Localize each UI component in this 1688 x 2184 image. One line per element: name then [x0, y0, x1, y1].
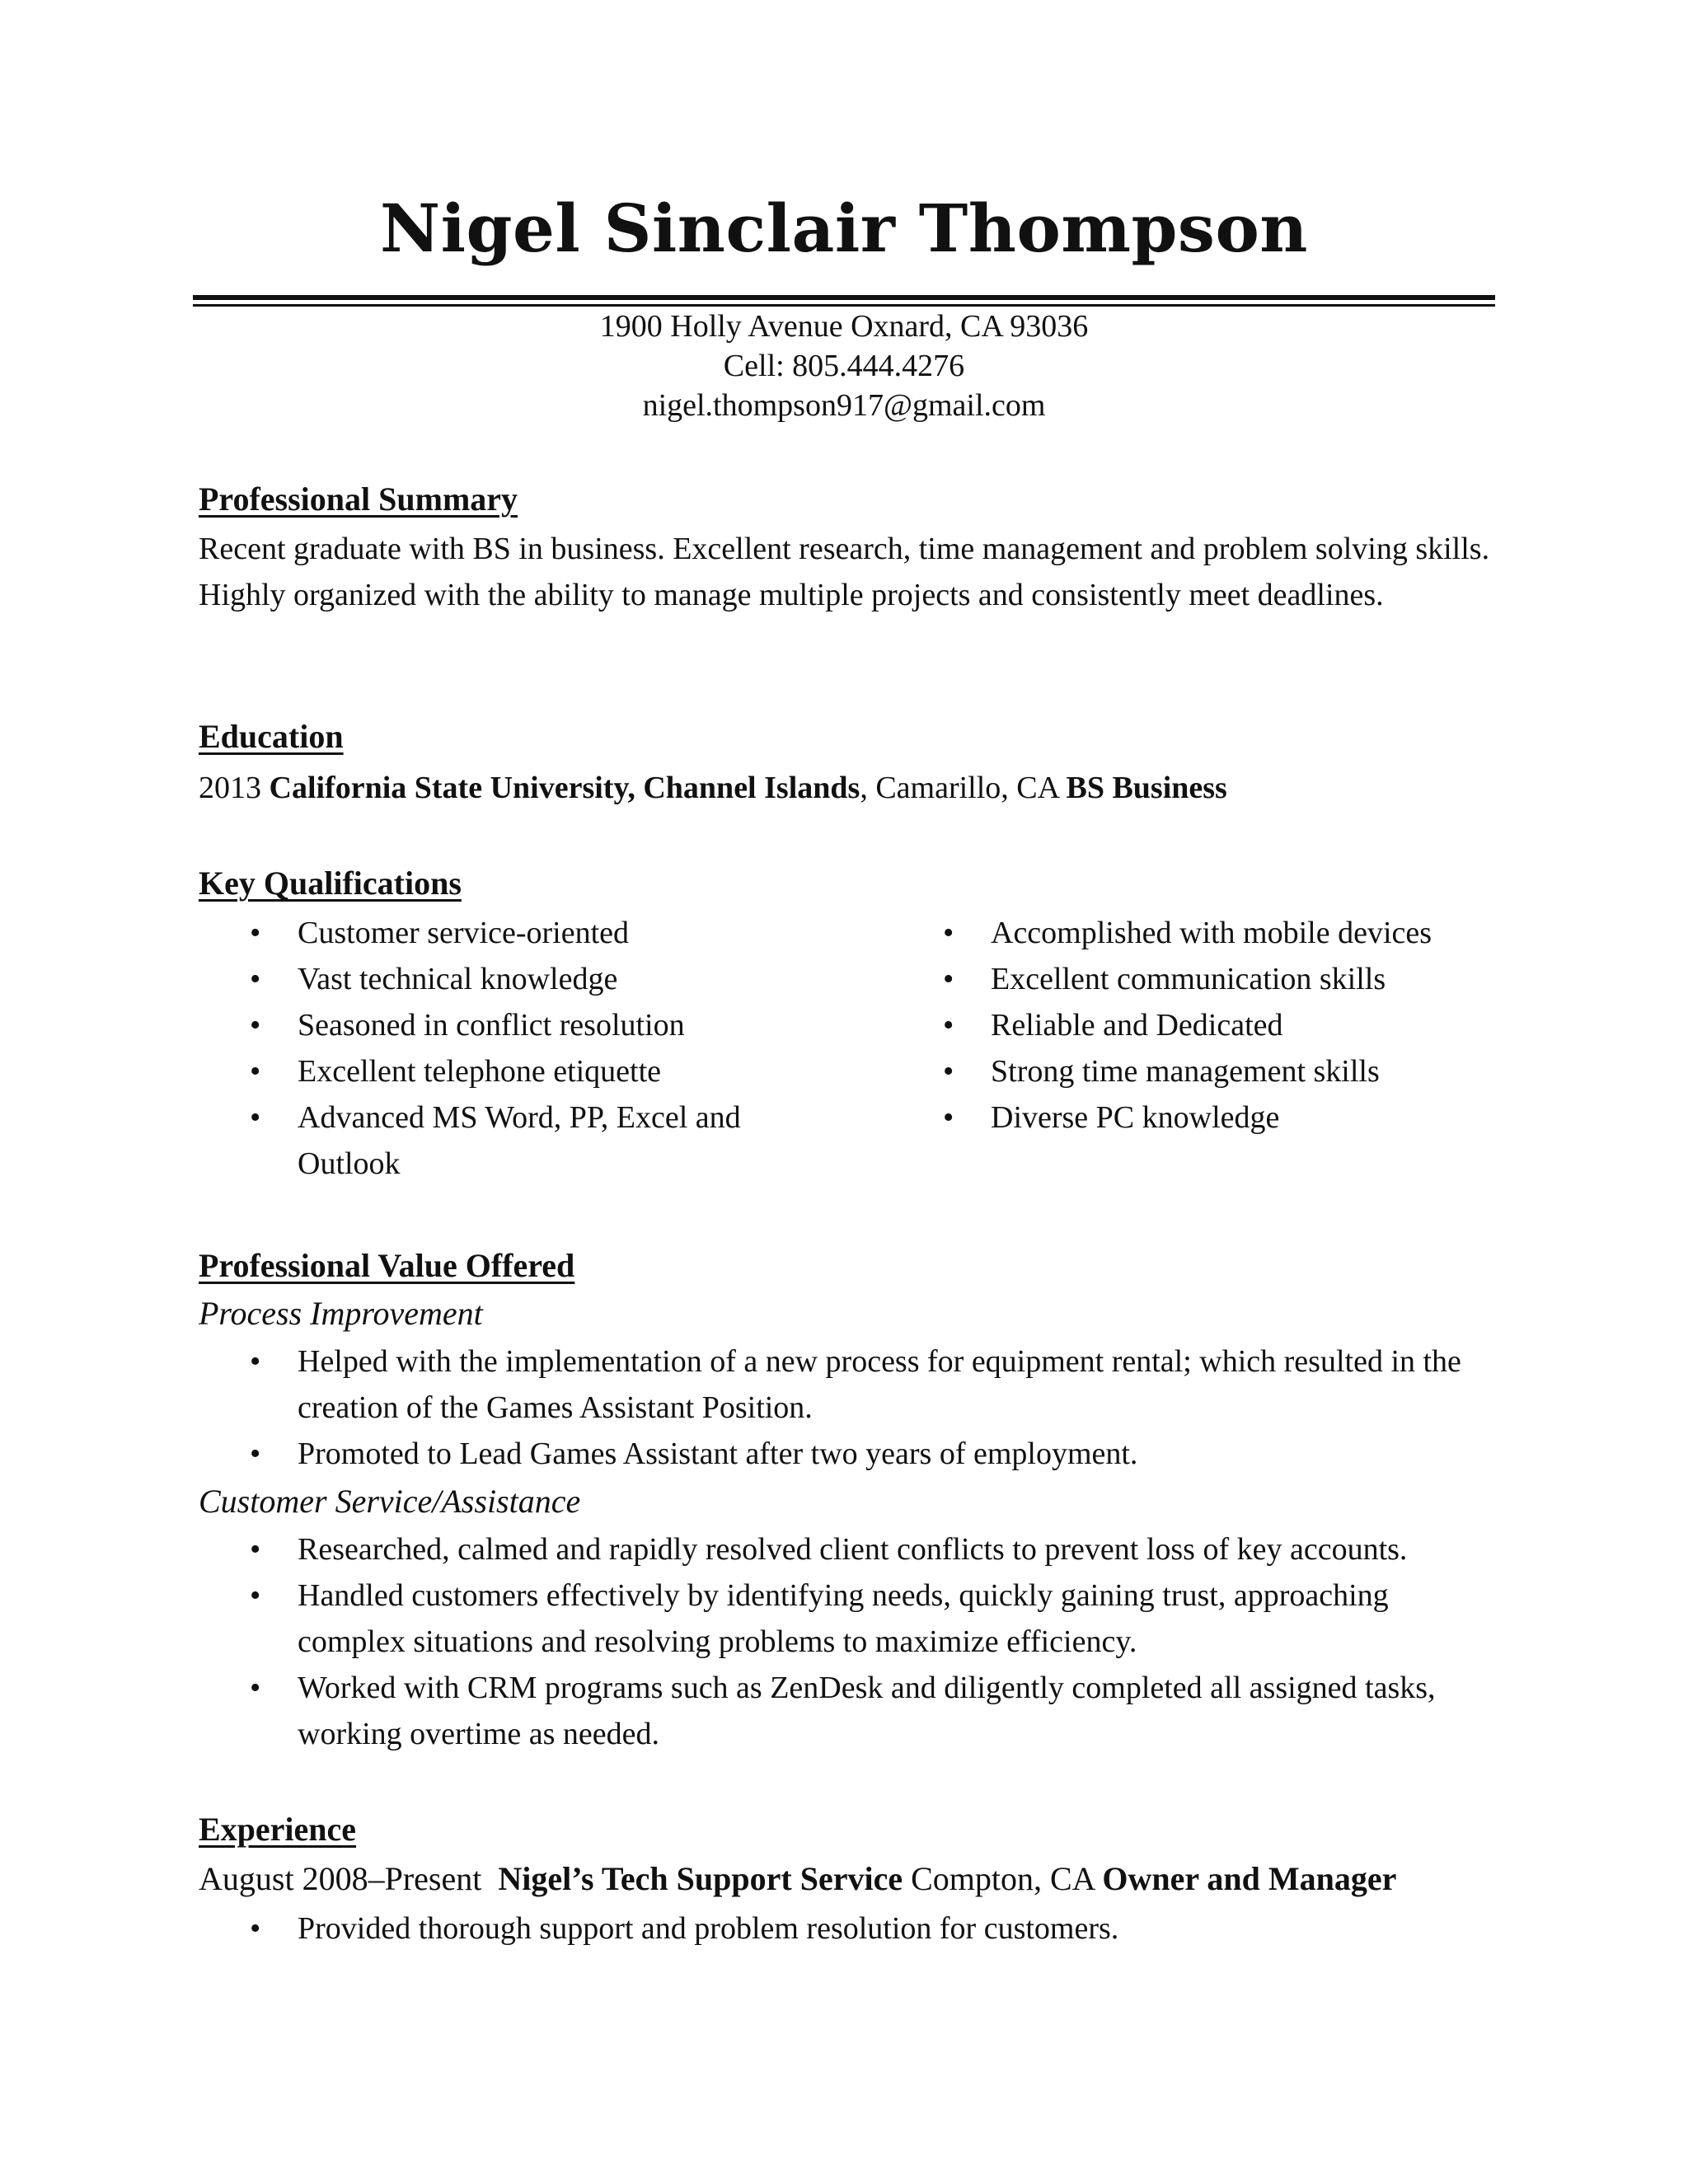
education-heading: Education: [199, 718, 344, 755]
education-location: , Camarillo, CA: [860, 771, 1058, 805]
experience-heading: Experience: [199, 1811, 357, 1848]
list-item: • Customer service-oriented: [199, 910, 809, 956]
experience-entry: [199, 1856, 1396, 1902]
list-item: • Strong time management skills: [892, 1048, 1518, 1094]
list-item: • Diverse PC knowledge: [892, 1094, 1518, 1141]
list-item: • Excellent telephone etiquette: [199, 1048, 809, 1094]
summary-text: Recent graduate with BS in business. Excellent research, time management and problem solving skills. Highly organized with the ability to manage multiple projects and consistently meet deadlines.: [199, 532, 1490, 612]
list-item: • Worked with CRM programs such as ZenDesk and diligently completed all assigned tasks, working overtime as needed.: [199, 1665, 1484, 1757]
value-group-list: [199, 1526, 1484, 1757]
list-item: • Excellent communication skills: [892, 956, 1518, 1002]
list-item: • Seasoned in conflict resolution: [199, 1002, 809, 1048]
list-item: • Promoted to Lead Games Assistant after two years of employment.: [199, 1431, 1484, 1477]
summary-heading: Professional Summary: [199, 480, 518, 518]
list-item: • Vast technical knowledge: [199, 956, 809, 1002]
value-group-title: Process Improvement: [199, 1295, 483, 1332]
education-year: 2013: [199, 771, 261, 805]
qualifications-left-list: [199, 910, 809, 1187]
education-school: California State University, Channel Islands: [269, 771, 860, 805]
education-entry: [199, 765, 1227, 811]
experience-location: Compton, CA: [911, 1860, 1095, 1897]
list-item: • Helped with the implementation of a new process for equipment rental; which resulted in the creation of the Games Assistant Position.: [199, 1338, 1484, 1431]
header-double-rule: [193, 295, 1495, 307]
resume-name: Nigel Sinclair Thompson: [380, 190, 1308, 267]
experience-company: Nigel’s Tech Support Service: [498, 1860, 903, 1897]
list-item: • Researched, calmed and rapidly resolved client conflicts to prevent loss of key accounts.: [199, 1526, 1484, 1572]
contact-cell: Cell: 805.444.4276: [723, 349, 965, 383]
contact-address: 1900 Holly Avenue Oxnard, CA 93036: [599, 309, 1089, 344]
list-item: • Handled customers effectively by identifying needs, quickly gaining trust, approaching complex situations and resolving problems to maximize efficiency.: [199, 1572, 1484, 1665]
experience-dates: August 2008–Present: [199, 1860, 482, 1897]
list-item: • Accomplished with mobile devices: [892, 910, 1518, 956]
list-item: • Provided thorough support and problem resolution for customers.: [199, 1905, 1484, 1952]
experience-title: Owner and Manager: [1102, 1860, 1397, 1897]
qualifications-right-list: [892, 910, 1518, 1141]
experience-list: [199, 1905, 1484, 1952]
contact-email: nigel.thompson917@gmail.com: [642, 388, 1046, 423]
value-group-title: Customer Service/Assistance: [199, 1483, 581, 1520]
contact-block: [0, 307, 1688, 425]
value-heading: Professional Value Offered: [199, 1247, 575, 1284]
qualifications-heading: Key Qualifications: [199, 865, 462, 902]
list-item: • Advanced MS Word, PP, Excel and Outlook: [199, 1094, 759, 1187]
list-item: • Reliable and Dedicated: [892, 1002, 1518, 1048]
value-group-list: [199, 1338, 1484, 1477]
education-degree: BS Business: [1066, 771, 1227, 805]
